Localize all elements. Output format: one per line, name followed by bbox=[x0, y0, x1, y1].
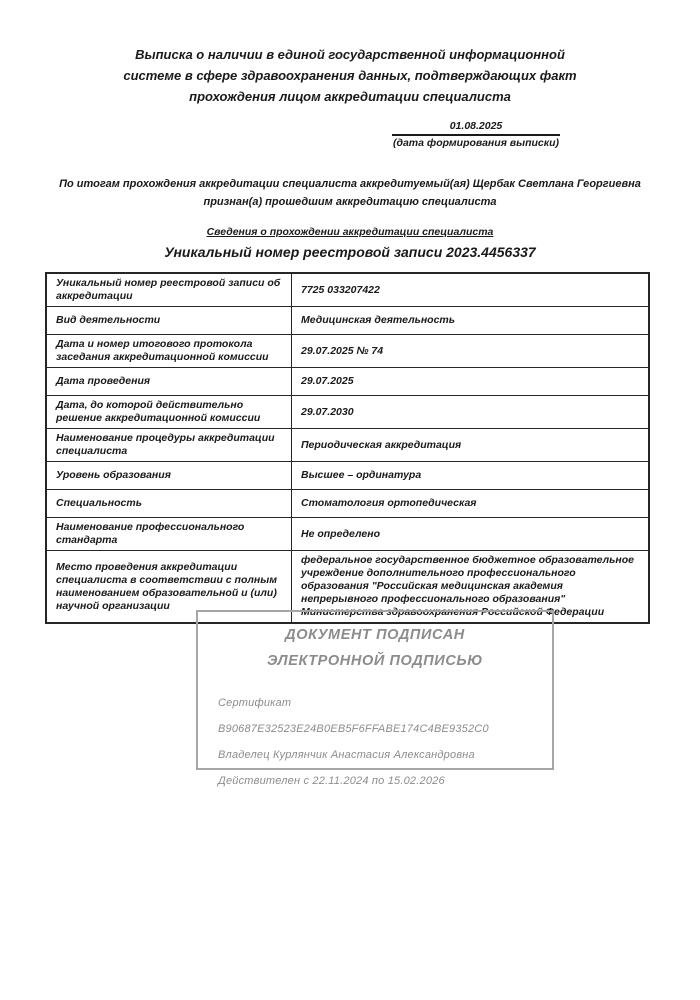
document-title-line: Выписка о наличии в единой государственной информационной bbox=[135, 47, 565, 62]
row-label: Уникальный номер реестровой записи об аккредитации bbox=[46, 273, 292, 307]
row-label: Дата, до которой действительно решение аккредитационной комиссии bbox=[46, 396, 292, 429]
table-row bbox=[46, 368, 649, 396]
table-row bbox=[46, 462, 649, 490]
table-row bbox=[46, 490, 649, 518]
row-label: Уровень образования bbox=[46, 462, 292, 490]
table-row bbox=[46, 273, 649, 307]
row-label: Дата проведения bbox=[46, 368, 292, 396]
row-value: федеральное государственное бюджетное образовательное учреждение дополнительного профессионального образования "Российская медицинская академия непрерывного профессионального образования" Министерства здравоохранения Российской Федерации bbox=[292, 551, 650, 624]
row-label: Специальность bbox=[46, 490, 292, 518]
row-value: Стоматология ортопедическая bbox=[292, 490, 650, 518]
extract-date-block bbox=[392, 120, 560, 149]
table-row bbox=[46, 429, 649, 462]
row-value: 29.07.2030 bbox=[292, 396, 650, 429]
document-title bbox=[0, 44, 700, 107]
row-value: Высшее – ординатура bbox=[292, 462, 650, 490]
row-value: Периодическая аккредитация bbox=[292, 429, 650, 462]
row-label: Место проведения аккредитации специалиста в соответствии с полным наименованием образовательной и (или) научной организации bbox=[46, 551, 292, 624]
document-title-line: прохождения лицом аккредитации специалиста bbox=[189, 89, 511, 104]
row-value: 7725 033207422 bbox=[292, 273, 650, 307]
signature-validity: Действителен с 22.11.2024 по 15.02.2026 bbox=[218, 775, 445, 787]
accreditation-table-body bbox=[46, 273, 649, 623]
row-value: Не определено bbox=[292, 518, 650, 551]
section-heading: Сведения о прохождении аккредитации специалиста bbox=[206, 226, 494, 238]
row-label: Дата и номер итогового протокола заседания аккредитационной комиссии bbox=[46, 335, 292, 368]
intro-line: По итогам прохождения аккредитации специалиста аккредитуемый(ая) Щербак Светлана Георгиевна bbox=[59, 178, 641, 190]
row-label: Вид деятельности bbox=[46, 307, 292, 335]
intro-paragraph bbox=[20, 175, 680, 211]
table-row bbox=[46, 396, 649, 429]
electronic-signature-stamp bbox=[196, 610, 554, 787]
table-row bbox=[46, 307, 649, 335]
extract-date-caption: (дата формирования выписки) bbox=[392, 137, 560, 149]
row-label: Наименование профессионального стандарта bbox=[46, 518, 292, 551]
signature-stamp-details bbox=[218, 690, 542, 794]
registry-number-heading: Уникальный номер реестровой записи 2023.4456337 bbox=[164, 244, 536, 260]
extract-date: 01.08.2025 bbox=[392, 120, 560, 136]
table-row bbox=[46, 518, 649, 551]
signature-title-line2: ЭЛЕКТРОННОЙ ПОДПИСЬЮ bbox=[267, 653, 483, 669]
intro-line: признан(а) прошедшим аккредитацию специалиста bbox=[203, 196, 497, 208]
document-title-line: системе в сфере здравоохранения данных, подтверждающих факт bbox=[123, 68, 577, 83]
table-row bbox=[46, 335, 649, 368]
row-value: 29.07.2025 bbox=[292, 368, 650, 396]
signature-owner: Владелец Курлянчик Анастасия Александровна bbox=[218, 749, 475, 761]
row-label: Наименование процедуры аккредитации специалиста bbox=[46, 429, 292, 462]
row-value: 29.07.2025 № 74 bbox=[292, 335, 650, 368]
signature-title-line1: ДОКУМЕНТ ПОДПИСАН bbox=[285, 627, 465, 643]
signature-certificate: Сертификат B90687E32523E24B0EB5F6FFABE174C4BE9352C0 bbox=[218, 697, 489, 735]
signature-stamp-header bbox=[198, 622, 552, 674]
accreditation-table bbox=[45, 272, 650, 624]
row-value: Медицинская деятельность bbox=[292, 307, 650, 335]
